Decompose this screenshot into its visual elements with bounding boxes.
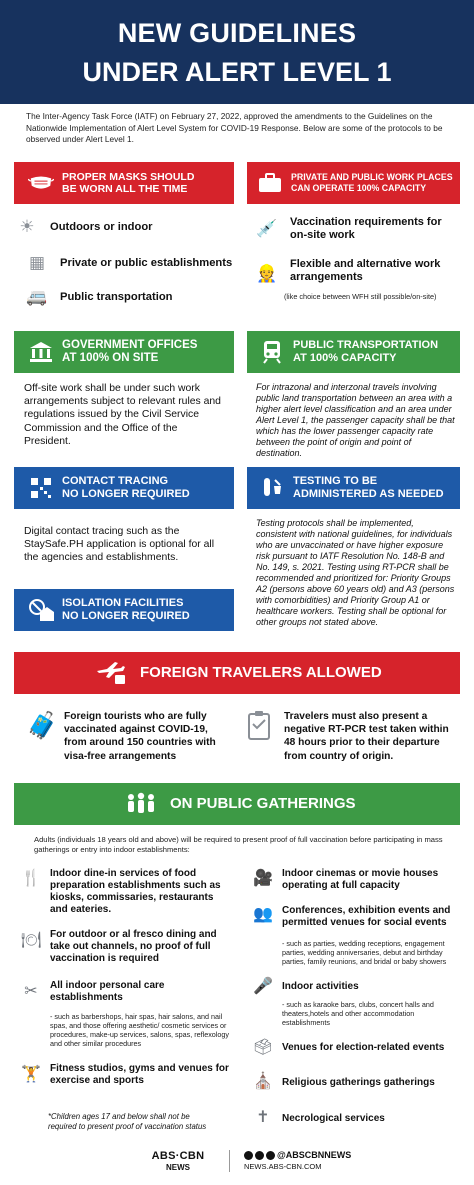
transport-title-line2: AT 100% CAPACITY xyxy=(293,352,397,364)
work-banner xyxy=(247,162,460,204)
contact-title-line2: NO LONGER REQUIRED xyxy=(62,488,190,500)
qr-code-icon xyxy=(28,475,54,501)
syringe-icon: 💉 xyxy=(256,219,278,238)
abs-cbn-logo xyxy=(138,1150,218,1172)
work-item-line2: on-site work xyxy=(290,229,355,241)
masks-item-label: Private or public establishments xyxy=(60,256,233,269)
twitter-icon xyxy=(255,1151,264,1160)
footer-social xyxy=(244,1150,351,1171)
gathering-right-cinemas: Indoor cinemas or movie houses operating at full capacity xyxy=(282,868,439,891)
gatherings-intro: Adults (individuals 18 years old and above) will be required to present proof of full vaccination before participating in mass gatherings or entry into indoor establishments: xyxy=(34,835,443,854)
gathering-right-indoor: Indoor activities xyxy=(282,981,359,992)
conference-icon: 👥 xyxy=(253,906,273,923)
coffin-icon: ✝ xyxy=(256,1109,270,1126)
activities-icon: 🎤 xyxy=(253,978,273,995)
work-title-line1: PRIVATE AND PUBLIC WORK PLACES xyxy=(291,171,453,182)
isolation-title-line1: ISOLATION FACILITIES xyxy=(62,597,184,609)
gov-title-line1: GOVERNMENT OFFICES xyxy=(62,339,198,351)
gathering-right-conferences-note: - such as parties, wedding receptions, engagement parties, wedding anniversaries, debut and birthday parties, family reunions, and bridal or baby showers xyxy=(282,939,447,966)
gathering-left-personal-care: All indoor personal care establishments xyxy=(50,980,165,1003)
transport-body: For intrazonal and interzonal travels involving public land transportation between an area with a higher alert level classification and an area under Alert Level 1, the passenger capacity shall be that which has the lower passenger capacity rate between the point of origin and point of destination. xyxy=(256,382,455,458)
masks-item-label: Outdoors or indoor xyxy=(50,220,153,233)
government-building-icon xyxy=(28,339,54,365)
clipboard-icon xyxy=(247,710,273,746)
gatherings-banner xyxy=(14,783,460,825)
gathering-left-personal-care-note: - such as barbershops, hair spas, hair salons, and nail spas, and those offering aesthetic/ cosmetic services or procedures, make-up services, salons, spas, reflexology and other similar procedures xyxy=(50,1012,229,1048)
briefcase-icon xyxy=(257,170,283,196)
masks-item-outdoors xyxy=(14,215,153,239)
header xyxy=(0,0,474,104)
church-icon: ⛪ xyxy=(253,1073,273,1090)
gathering-left-outdoor: For outdoor or al fresco dining and take out channels, no proof of full vaccination is required xyxy=(50,929,217,964)
gov-body: Off-site work shall be under such work arrangements subject to relevant rules and regulations issued by the Civil Service Commission and the Office of the President. xyxy=(24,383,221,447)
election-icon: 🗳 xyxy=(252,1039,274,1056)
footer-divider xyxy=(229,1150,230,1172)
gov-title-line2: AT 100% ON SITE xyxy=(62,352,159,364)
masks-item-establishments xyxy=(24,251,232,275)
gov-banner xyxy=(14,331,234,373)
movie-camera-icon: 🎥 xyxy=(253,870,273,887)
children-note: *Children ages 17 and below shall not be required to present proof of vaccination status xyxy=(48,1112,207,1131)
foreign-title: FOREIGN TRAVELERS ALLOWED xyxy=(140,663,382,681)
testing-title-line1: TESTING TO BE xyxy=(293,475,378,487)
foreign-banner xyxy=(14,652,460,694)
utensils-icon: 🍴 xyxy=(21,870,41,887)
work-title-line2: CAN OPERATE 100% CAPACITY xyxy=(291,183,427,193)
masks-banner xyxy=(14,162,234,204)
transport-title-line1: PUBLIC TRANSPORTATION xyxy=(293,339,439,351)
social-handle: @ABSCBNNEWS xyxy=(277,1150,352,1160)
no-entry-house-icon xyxy=(28,597,54,623)
work-item-line1: Flexible and alternative work xyxy=(290,258,441,270)
gathering-right-election: Venues for election-related events xyxy=(282,1042,445,1053)
masks-item-label: Public transportation xyxy=(60,290,173,303)
test-tube-icon xyxy=(259,475,285,501)
gathering-right-conferences: Conferences, exhibition events and permitted venues for social events xyxy=(282,905,451,928)
jeepney-icon: 🚐 xyxy=(26,287,48,306)
masks-title-line1: PROPER MASKS SHOULD xyxy=(62,170,195,183)
crowd-icon xyxy=(124,791,158,817)
gathering-right-necrological: Necrological services xyxy=(282,1113,385,1124)
mask-icon xyxy=(28,170,54,196)
transport-banner xyxy=(247,331,460,373)
work-item-flexible xyxy=(254,258,440,286)
contact-title-line1: CONTACT TRACING xyxy=(62,475,169,487)
sun-person-icon: ☀ xyxy=(19,217,35,236)
masks-item-transport xyxy=(24,285,173,309)
gatherings-title: ON PUBLIC GATHERINGS xyxy=(170,794,356,812)
testing-body: Testing protocols shall be implemented, consistent with national guidelines, for individuals who are unvaccinated or have higher exposure risk pursuant to IATF Resolution No. 148-B and No. 149, s. 2021. Testing using RT-PCR shall be recommended and prioritized for: Priority Groups A2 (persons above 60 years old) and A3 (persons with comorbidities) and Priority Group A1 or healthcare workers. Testing shall be optional for other groups not stated above. xyxy=(256,518,455,627)
plane-luggage-icon xyxy=(94,660,128,686)
contact-banner xyxy=(14,467,234,509)
foreign-left-text: Foreign tourists who are fully vaccinated against COVID-19, from around 150 countries with visa-free arrangements xyxy=(64,711,216,762)
tourist-icon: 🧳 xyxy=(26,710,59,740)
testing-banner xyxy=(247,467,460,509)
gathering-right-indoor-note: - such as karaoke bars, clubs, concert halls and theaters,hotels and other accommodation establishments xyxy=(282,1000,434,1027)
worker-icon: 👷 xyxy=(256,264,278,283)
contact-body: Digital contact tracing such as the StaySafe.PH application is optional for all the agencies and establishments. xyxy=(24,526,215,563)
header-title-line1: NEW GUIDELINES xyxy=(117,18,357,48)
instagram-icon xyxy=(266,1151,275,1160)
building-icon: ▦ xyxy=(28,253,46,272)
facebook-icon xyxy=(244,1151,253,1160)
testing-title-line2: ADMINISTERED AS NEEDED xyxy=(293,488,444,500)
work-item-line1: Vaccination requirements for xyxy=(290,216,442,228)
foreign-right-text: Travelers must also present a negative RT-PCR test taken within 48 hours prior to their departure from country of origin. xyxy=(284,711,449,762)
work-item-vaccination xyxy=(254,216,442,242)
isolation-banner xyxy=(14,589,234,631)
dining-table-icon: 🍽 xyxy=(20,932,42,949)
logo-subtext: NEWS xyxy=(166,1163,190,1172)
intro-text: The Inter-Agency Task Force (IATF) on February 27, 2022, approved the amendments to the Guidelines on the Nationwide Implementation of Alert Level System for COVID-19 Response. Below are some of the protocols to be observed under Alert Level 1. xyxy=(26,111,443,144)
work-item-line2: arrangements xyxy=(290,271,363,283)
gathering-right-religious: Religious gatherings gatherings xyxy=(282,1077,435,1088)
isolation-title-line2: NO LONGER REQUIRED xyxy=(62,610,190,622)
website-url: NEWS.ABS-CBN.COM xyxy=(244,1162,322,1171)
dumbbell-icon: 🏋 xyxy=(21,1066,41,1083)
masks-title-line2: BE WORN ALL THE TIME xyxy=(62,183,188,195)
logo-text: ABS·CBN xyxy=(151,1150,205,1162)
gathering-left-dinein: Indoor dine-in services of food preparation establishments such as kiosks, commissaries, restaurants and eateries. xyxy=(50,868,221,915)
train-icon xyxy=(259,339,285,365)
header-title-line2: UNDER ALERT LEVEL 1 xyxy=(82,57,392,87)
work-item-note: (like choice between WFH still possible/on-site) xyxy=(284,292,437,301)
gathering-left-fitness: Fitness studios, gyms and venues for exercise and sports xyxy=(50,1063,229,1086)
scissors-icon: ✂ xyxy=(24,983,38,1000)
